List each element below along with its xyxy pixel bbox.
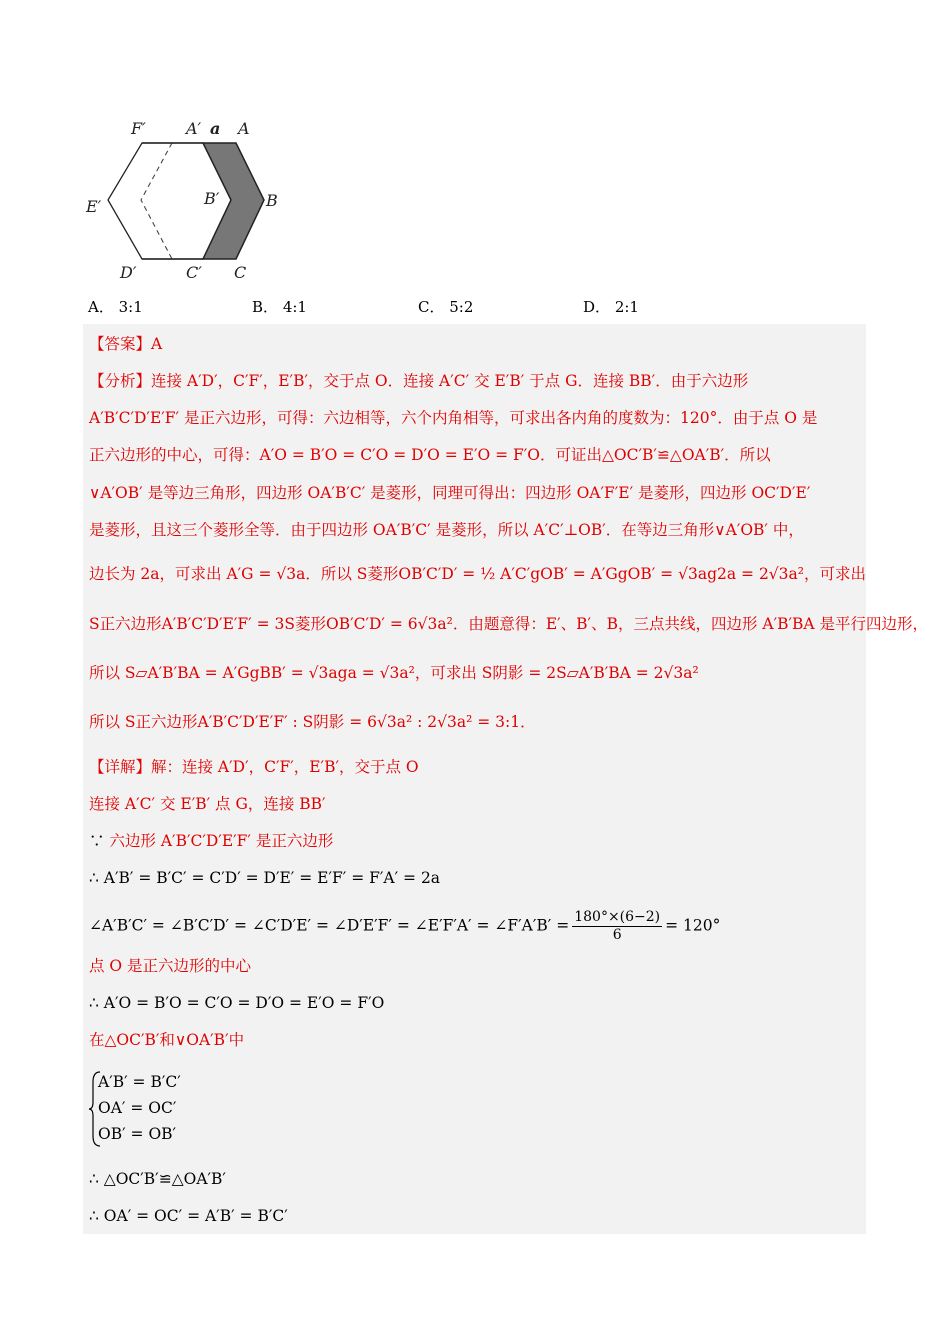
label-B1: B′: [204, 189, 220, 208]
detail-line-2: 连接 A′C′ 交 E′B′ 点 G，连接 BB′: [89, 795, 326, 813]
analysis-line-6: 边长为 2a，可求出 A′G = √3a．所以 S菱形OB′C′D′ = ½ A′C′gOB′ = A′GgOB′ = √3ag2a = 2√3a²，可求出: [89, 565, 866, 583]
analysis-line-8: 所以 S▱A′B′BA = A′GgBB′ = √3aga = √3a²，可求出 S阴影 = 2S▱A′B′BA = 2√3a²: [89, 664, 699, 682]
label-C: C: [234, 263, 247, 282]
fraction: $\frac{180^\circ\times(6-2)}{6}$: [574, 909, 661, 943]
analysis-line-3: 正六边形的中心，可得：A′O = B′O = C′O = D′O = E′O = F′O．可证出△OC′B′≌△OA′B′．所以: [89, 446, 771, 464]
analysis-line-7: S正六边形A′B′C′D′E′F′ = 3S菱形OB′C′D′ = 6√3a²．由题意得：E′、B′、B，三点共线，四边形 A′B′BA 是平行四边形，: [89, 615, 929, 633]
system-eq-3: OB′ = OB′: [98, 1125, 177, 1143]
label-F1: F′: [131, 119, 146, 138]
analysis-line-9: 所以 S正六边形A′B′C′D′E′F′ : S阴影 = 6√3a² : 2√3a² = 3:1．: [89, 713, 536, 731]
label-a: a: [210, 119, 221, 138]
system-eq-2: OA′ = OC′: [98, 1099, 177, 1117]
label-C1: C′: [186, 263, 202, 282]
detail-line-8: 在△OC′B′和∨OA′B′中: [89, 1031, 245, 1049]
hexagon-figure: [80, 112, 300, 290]
analysis-line-1: 【分析】连接 A′D′，C′F′，E′B′，交于点 O．连接 A′C′ 交 E′B′ 于点 G．连接 BB′．由于六边形: [89, 372, 749, 390]
choice-d: D． 2:1: [583, 298, 639, 316]
detail-line-9: ∴ △OC′B′≌△OA′B′: [89, 1170, 226, 1188]
choice-c: C． 5:2: [418, 298, 474, 316]
label-A: A: [238, 119, 250, 138]
detail-line-3: ∵ 六边形 A′B′C′D′E′F′ 是正六边形: [89, 832, 334, 850]
analysis-line-2: A′B′C′D′E′F′ 是正六边形，可得：六边相等，六个内角相等，可求出各内角的度数为：120°．由于点 O 是: [89, 409, 818, 427]
hexagon-outline: [108, 143, 203, 259]
label-A1: A′: [186, 119, 202, 138]
analysis-line-5: 是菱形，且这三个菱形全等．由于四边形 OA′B′C′ 是菱形，所以 A′C′⊥OB′．在等边三角形∨A′OB′ 中，: [89, 521, 804, 539]
dashed-edges: [141, 143, 172, 259]
label-B: B: [266, 191, 278, 210]
detail-line-6: 点 O 是正六边形的中心: [89, 957, 252, 975]
answer-line: 【答案】A: [89, 335, 163, 353]
detail-line-10: ∴ OA′ = OC′ = A′B′ = B′C′: [89, 1207, 288, 1225]
detail-line-1: 【详解】解：连接 A′D′，C′F′，E′B′，交于点 O: [89, 758, 419, 776]
detail-line-4: ∴ A′B′ = B′C′ = C′D′ = D′E′ = E′F′ = F′A′ = 2a: [89, 869, 441, 887]
detail-line-5: ∠A′B′C′ = ∠B′C′D′ = ∠C′D′E′ = ∠D′E′F′ = ∠E′F′A′ = ∠F′A′B′ = $\frac{180^\circ\times(6-2)}{6}$ = 120°: [89, 909, 721, 943]
detail-line-7: ∴ A′O = B′O = C′O = D′O = E′O = F′O: [89, 994, 385, 1012]
answer-choices: [88, 296, 848, 318]
label-D1: D′: [120, 263, 137, 282]
analysis-line-4: ∨A′OB′ 是等边三角形，四边形 OA′B′C′ 是菱形，同理可得出：四边形 OA′F′E′ 是菱形，四边形 OC′D′E′: [89, 484, 811, 502]
system-eq-1: A′B′ = B′C′: [98, 1073, 181, 1091]
choice-a: A． 3:1: [88, 298, 143, 316]
label-E1: E′: [86, 197, 102, 216]
choice-b: B． 4:1: [252, 298, 307, 316]
